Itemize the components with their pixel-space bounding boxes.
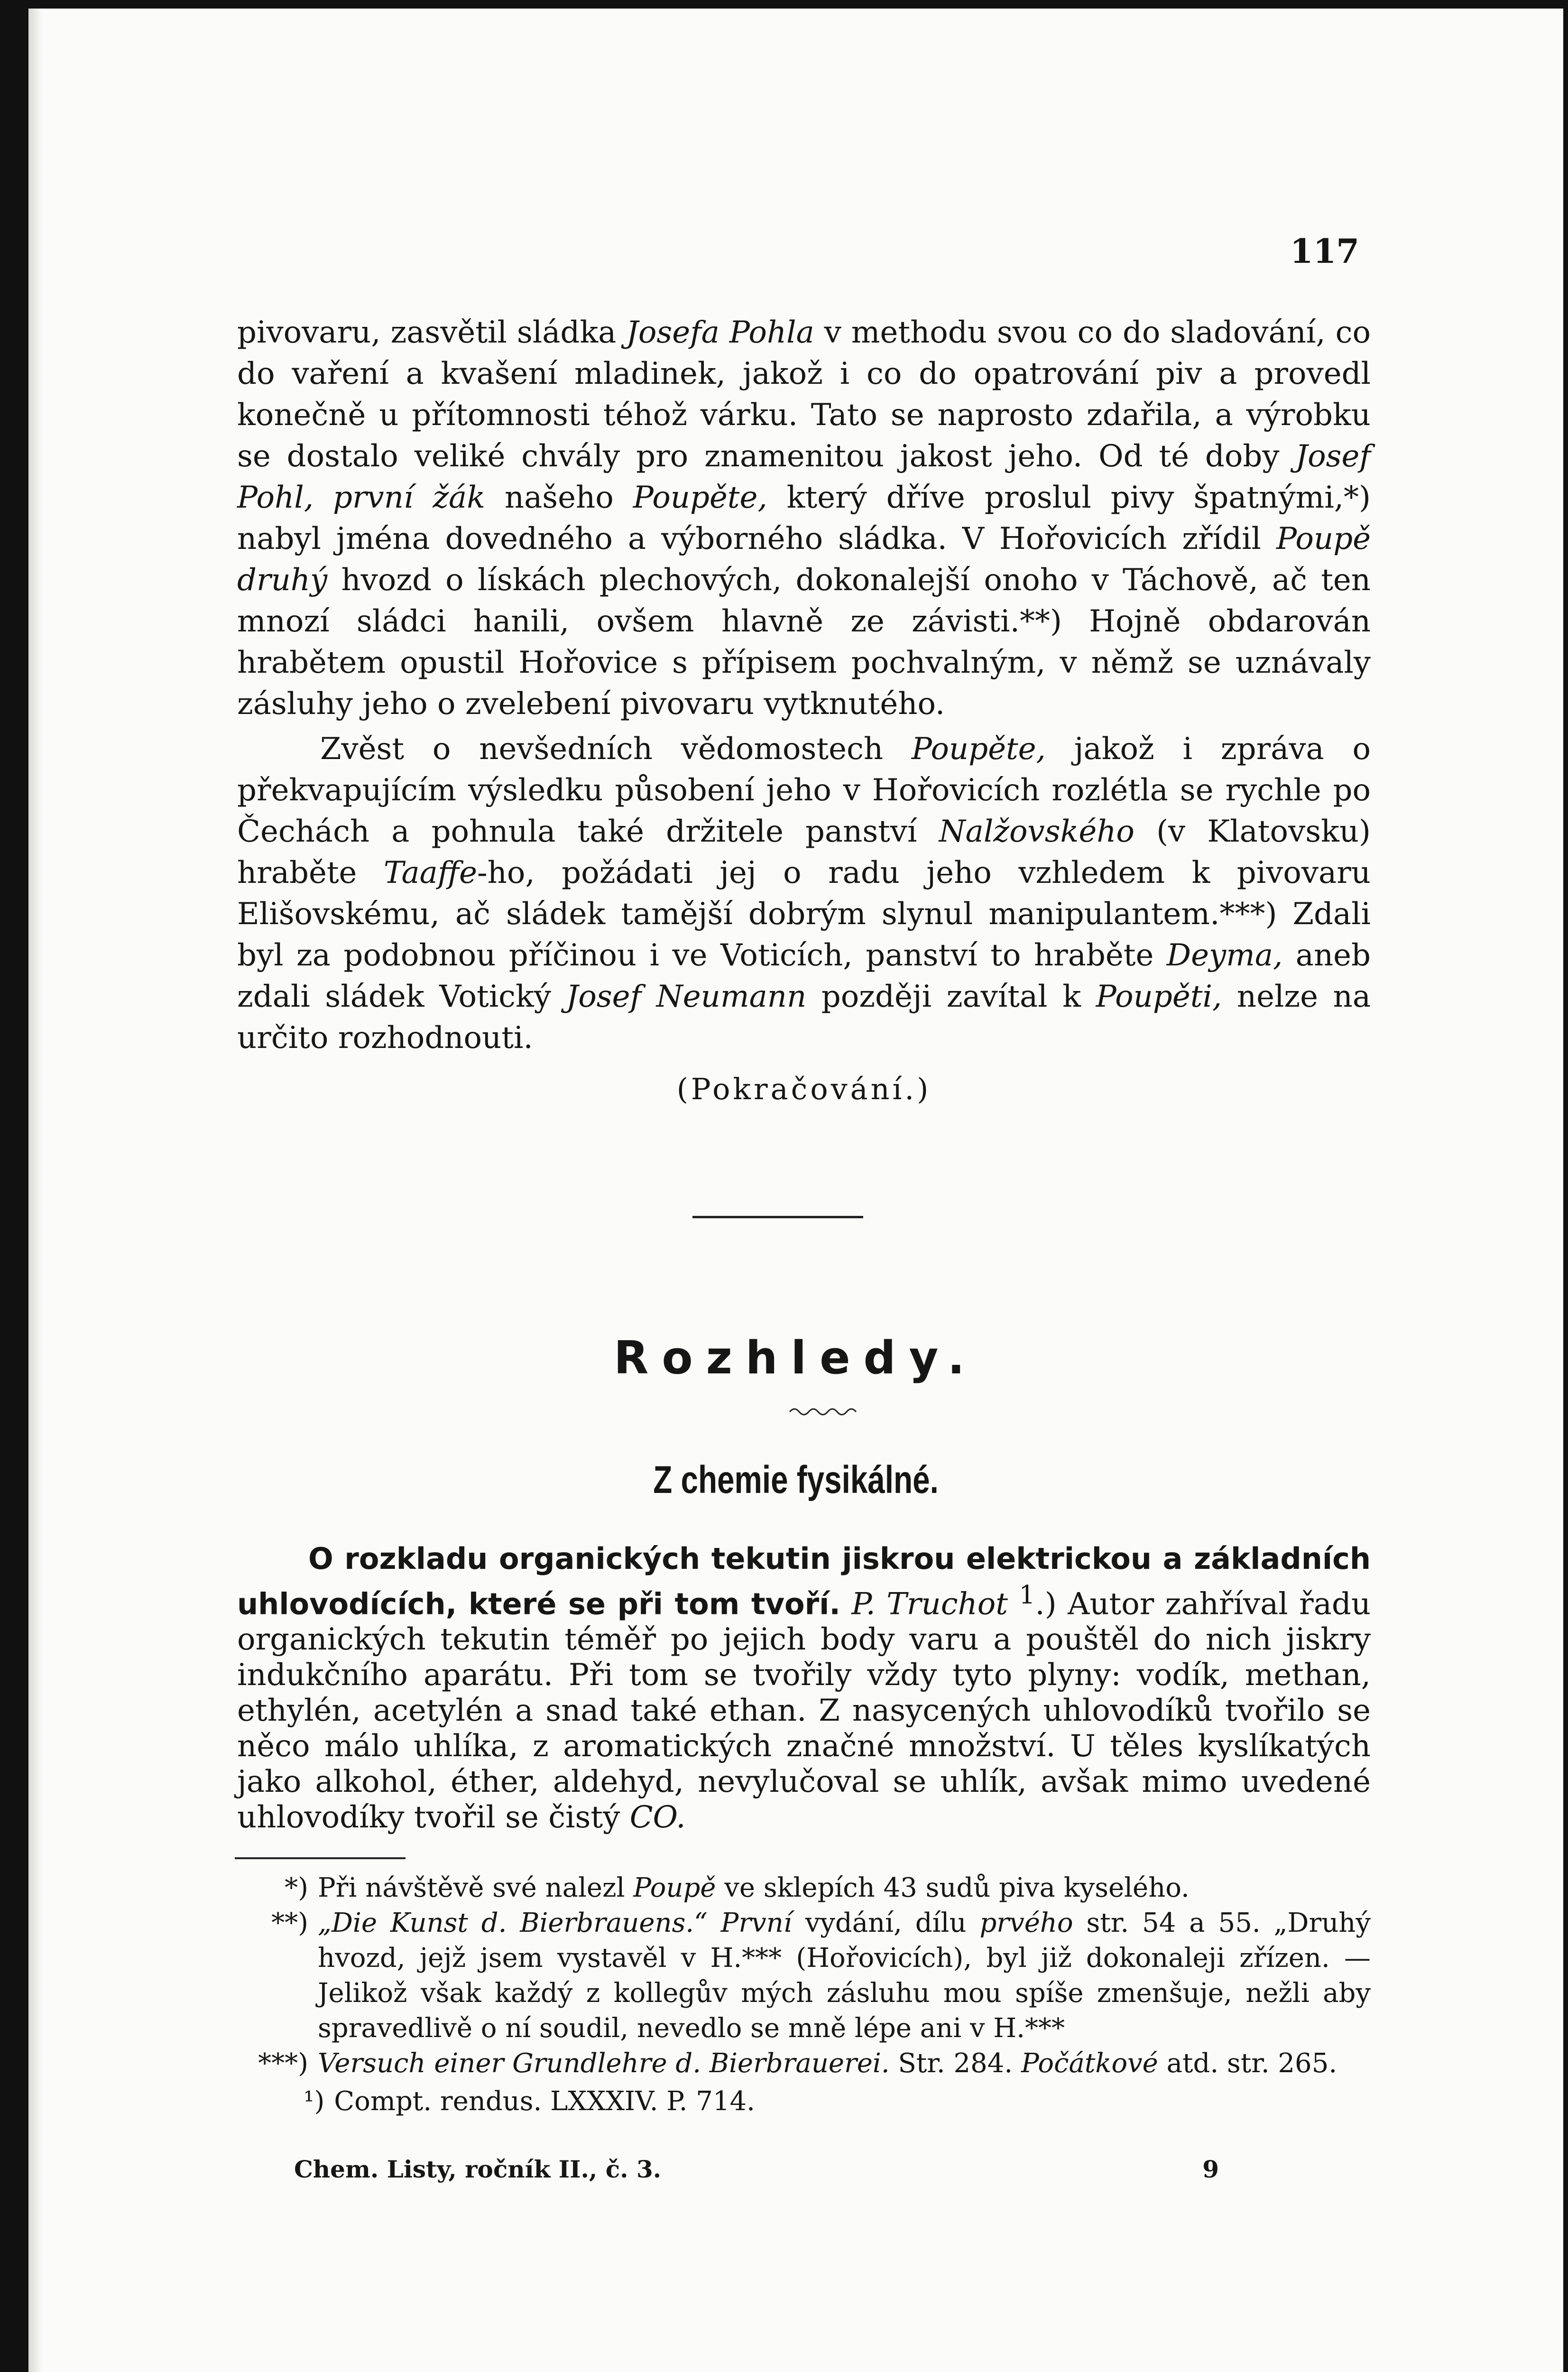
text-run: str. 54 a 55. „Druhý hvozd, jejž jsem vystavěl v H.*** (Hořovicích), byl již dokonaleji zřízen. — Jelikož však každý z kollegův mých zásluhu mou spíše zmenšuje, nežli aby spravedlivě o ní soudil, nevedlo se mně lépe ani v H.*** bbox=[318, 1908, 1371, 2044]
text-run: atd. str. 265. bbox=[1158, 2048, 1337, 2079]
journal-footer bbox=[294, 2155, 1219, 2183]
text-run: ve sklepích 43 sudů piva kyselého. bbox=[716, 1872, 1190, 1903]
page-number: 117 bbox=[1290, 232, 1359, 271]
footnotes bbox=[237, 1871, 1371, 2119]
italic-run: Poupěte, bbox=[911, 732, 1046, 767]
separator-rule bbox=[692, 1216, 863, 1218]
article: O rozkladu organických tekutin jiskrou elektrickou a základních uhlovodících, které se při tom tvoří. P. Truchot $^1$.) Autor zahříval řadu organických tekutin téměř po jejich body varu a pouštěl do nich jiskry indukčního aparátu. Při tom se tvořily vždy tyto plyny: vodík, methan, ethylén, acetylén a snad také ethan. Z nasycených uhlovodíků tvořilo se něco málo uhlíka, z aromatických značné množství. U těles kyslíkatých jako alkohol, éther, aldehyd, nevylučoval se uhlík, avšak mimo uvedené uhlovodíky tvořil se čistý CO. bbox=[237, 1541, 1371, 1835]
text-run: -ho, požádati jej o radu jeho vzhledem k pivovaru Elišovskému, ač sládek tamější dobrým slynul manipulantem.***) Zdali byl za podobnou příčinou i ve Voticích, panství to hraběte bbox=[237, 855, 1371, 973]
endnote: ¹) Compt. rendus. LXXXIV. P. 714. bbox=[304, 2086, 755, 2117]
ornament-squiggle bbox=[787, 1403, 863, 1418]
italic-run: Počátkové bbox=[1021, 2048, 1158, 2079]
italic-run: Versuch einer Grundlehre d. Bierbrauerei. bbox=[318, 2048, 890, 2079]
sheet-number: 9 bbox=[1202, 2155, 1219, 2183]
text-run: hvozd o lískách plechových, dokonalejší onoho v Táchově, ač ten mnozí sládci hanili, ovšem hlavně ze závisti.**) Hojně obdarován hrabětem opustil Hořovice s přípisem pochvalným, v němž se uznávaly zásluhy jeho o zvelebení pivovaru vytknutého. bbox=[237, 563, 1371, 722]
italic-run: Poupě druhý bbox=[237, 521, 1371, 598]
page bbox=[28, 9, 1563, 2372]
italic-run: Poupě bbox=[633, 1872, 716, 1903]
footnote-1: *) Při návštěvě své nalezl Poupě ve sklepích 43 sudů piva kyselého. bbox=[285, 1872, 1190, 1903]
article-formula: CO. bbox=[629, 1800, 686, 1835]
continued-article bbox=[237, 312, 1371, 1110]
footnote-ref: 1 bbox=[1019, 1580, 1035, 1610]
to-be-continued: (Pokračování.) bbox=[676, 1072, 932, 1106]
italic-run: Josef Pohl, první žák bbox=[237, 439, 1371, 515]
footnote-rule bbox=[235, 1857, 406, 1859]
journal-title: Chem. Listy, ročník II., č. 3. bbox=[294, 2155, 662, 2183]
text-run: pivovaru, zasvětil sládka bbox=[237, 315, 627, 350]
text-run: jakož i zpráva o překvapujícím výsledku působení jeho v Hořovicích rozlétla se rychle po Čechách a pohnula také držitele panství bbox=[237, 732, 1371, 849]
text-run: našeho bbox=[485, 480, 633, 515]
italic-run: Poupěte, bbox=[633, 480, 767, 515]
paragraph-1 bbox=[237, 312, 1371, 725]
text-run: později zavítal k bbox=[806, 979, 1096, 1014]
text-run: nelze na určito rozhodnouti. bbox=[237, 979, 1371, 1056]
italic-run: Taaffe bbox=[383, 855, 478, 890]
article-author: P. Truchot bbox=[851, 1586, 1008, 1622]
italic-run: Poupěti, bbox=[1096, 979, 1222, 1014]
italic-run: Josef Neumann bbox=[566, 979, 807, 1014]
article-lead: O rozkladu organických tekutin jiskrou elektrickou a základních uhlovodících, které se při tom tvoří. bbox=[237, 1541, 1371, 1621]
italic-run: Deyma, bbox=[1166, 938, 1283, 973]
text-run: vydání, dílu bbox=[792, 1908, 980, 1938]
text-run: Zvěst o nevšedních vědomostech bbox=[320, 732, 912, 767]
text-run: který dříve proslul pivy špatnými,*) nabyl jména dovedného a výborného sládka. V Hořovicích zřídil bbox=[237, 480, 1371, 556]
italic-run: prvého bbox=[979, 1908, 1073, 1938]
footnote-2: **) „Die Kunst d. Bierbrauens.“ První vydání, dílu prvého str. 54 a 55. „Druhý hvozd, jejž jsem vystavěl v H.*** (Hořovicích), byl již dokonaleji zřízen. — Jelikož však každý z kollegův mých zásluhu mou spíše zmenšuje, nežli aby spravedlivě o ní soudil, nevedlo se mně lépe ani v H.*** bbox=[271, 1908, 1371, 2044]
italic-run: Josefa Pohla bbox=[626, 315, 814, 350]
text-run: v methodu svou co do sladování, co do vaření a kvašení mladinek, jakož i co do opatrování piv a provedl konečně u přítomnosti téhož várku. Tato se naprosto zdařila, a výrobku se dostalo veliké chvály pro znamenitou jakost jeho. Od té doby bbox=[237, 315, 1371, 474]
article-body: Autor zahříval řadu organických tekutin téměř po jejich body varu a pouštěl do nich jiskry indukčního aparátu. Při tom se tvořily vždy tyto plyny: vodík, methan, ethylén, acetylén a snad také ethan. Z nasycených uhlovodíků tvořilo se něco málo uhlíka, z aromatických značné množství. U těles kyslíkatých jako alkohol, éther, aldehyd, nevylučoval se uhlík, avšak mimo uvedené uhlovodíky tvořil se čistý bbox=[237, 1586, 1371, 1835]
text-run: Str. 284. bbox=[889, 2048, 1022, 2079]
text-run: Při návštěvě své nalezl bbox=[318, 1872, 634, 1903]
subsection-title: Z chemie fysikálné. bbox=[653, 1458, 939, 1501]
text-run: (v Klatovsku) hraběte bbox=[237, 814, 1371, 890]
footnote-3: ***) Versuch einer Grundlehre d. Bierbrauerei. Str. 284. Počátkové atd. str. 265. bbox=[258, 2048, 1337, 2079]
text-run: aneb zdali sládek Votický bbox=[237, 938, 1371, 1014]
italic-run: Nalžovského bbox=[939, 814, 1134, 849]
italic-run: „Die Kunst d. Bierbrauens.“ První bbox=[318, 1908, 792, 1938]
section-title: Rozhledy. bbox=[614, 1332, 978, 1384]
paragraph-2 bbox=[237, 729, 1371, 1059]
